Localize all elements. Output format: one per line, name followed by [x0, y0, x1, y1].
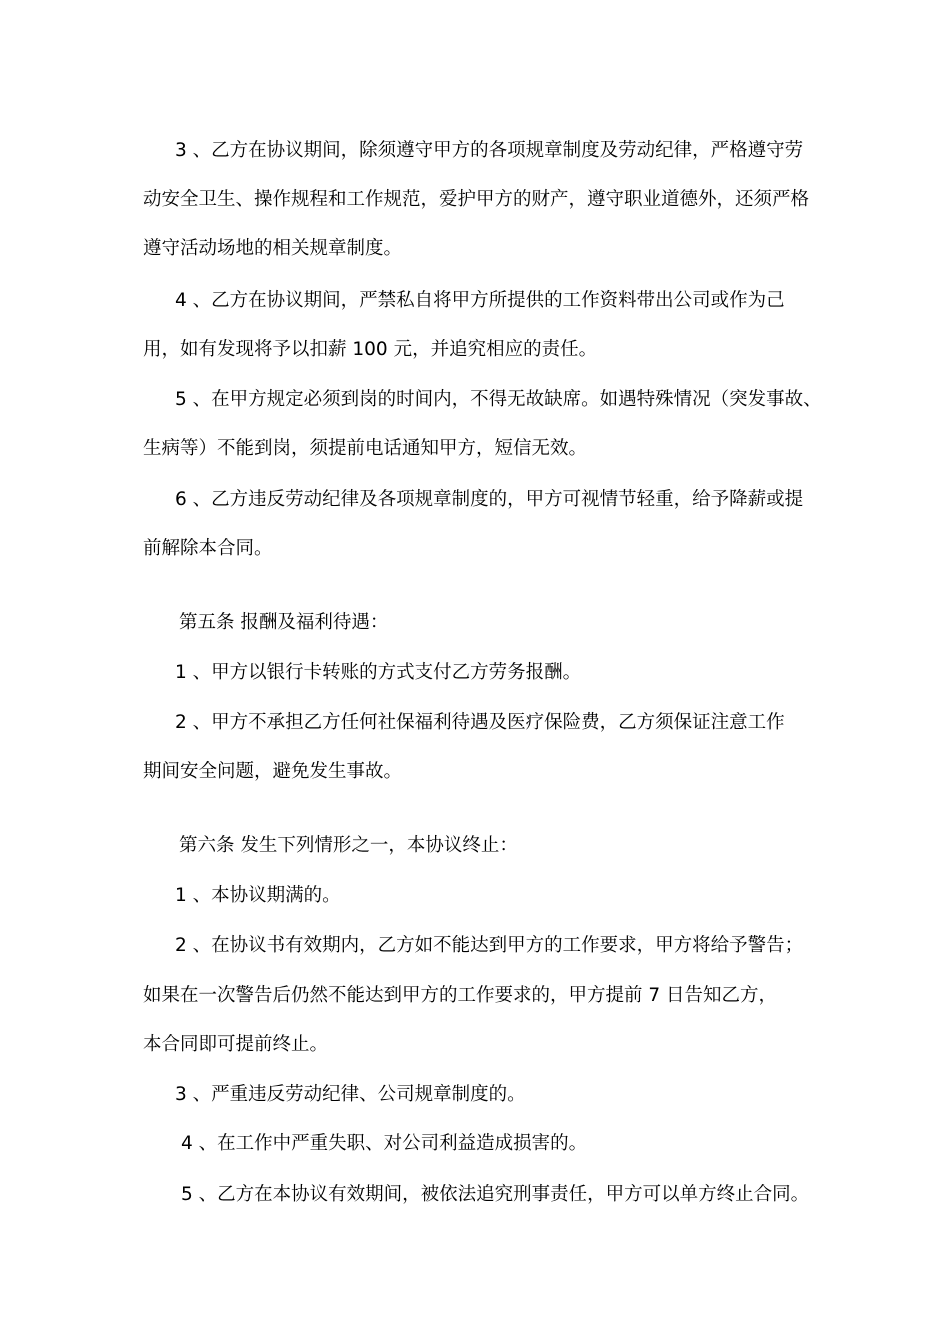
s5-item-1: 1 、甲方以银行卡转账的方式支付乙方劳务报酬。 — [175, 662, 582, 683]
s5-item-2-line-2: 期间安全问题，避免发生事故。 — [143, 761, 403, 782]
s6-item-4: 4 、在工作中严重失职、对公司利益造成损害的。 — [181, 1133, 588, 1154]
s6-item-1: 1 、本协议期满的。 — [175, 885, 341, 906]
clause-3-line-1: 3 、乙方在协议期间，除须遵守甲方的各项规章制度及劳动纪律，严格遵守劳 — [175, 140, 804, 161]
s6-item-3: 3 、严重违反劳动纪律、公司规章制度的。 — [175, 1084, 526, 1105]
s6-item-2-line-1: 2 、在协议书有效期内，乙方如不能达到甲方的工作要求，甲方将给予警告； — [175, 935, 804, 956]
section-5-heading: 第五条 报酬及福利待遇： — [179, 612, 389, 633]
s6-item-2-line-3: 本合同即可提前终止。 — [143, 1034, 329, 1055]
clause-5-line-2: 生病等）不能到岗，须提前电话通知甲方，短信无效。 — [143, 438, 588, 459]
clause-4-line-1: 4 、乙方在协议期间，严禁私自将甲方所提供的工作资料带出公司或作为己 — [175, 290, 785, 311]
clause-4-line-2: 用，如有发现将予以扣薪 100 元，并追究相应的责任。 — [143, 339, 598, 360]
clause-3-line-2: 动安全卫生、操作规程和工作规范，爱护甲方的财产，遵守职业道德外，还须严格 — [143, 189, 810, 210]
clause-3-line-3: 遵守活动场地的相关规章制度。 — [143, 238, 403, 259]
clause-5-line-1: 5 、在甲方规定必须到岗的时间内，不得无故缺席。如遇特殊情况（突发事故、 — [175, 389, 822, 410]
clause-6-line-2: 前解除本合同。 — [143, 538, 273, 559]
s6-item-5: 5 、乙方在本协议有效期间，被依法追究刑事责任，甲方可以单方终止合同。 — [181, 1184, 810, 1205]
s5-item-2-line-1: 2 、甲方不承担乙方任何社保福利待遇及医疗保险费，乙方须保证注意工作 — [175, 712, 785, 733]
clause-6-line-1: 6 、乙方违反劳动纪律及各项规章制度的，甲方可视情节轻重，给予降薪或提 — [175, 489, 804, 510]
s6-item-2-line-2: 如果在一次警告后仍然不能达到甲方的工作要求的，甲方提前 7 日告知乙方， — [143, 985, 778, 1006]
section-6-heading: 第六条 发生下列情形之一，本协议终止： — [179, 835, 518, 856]
